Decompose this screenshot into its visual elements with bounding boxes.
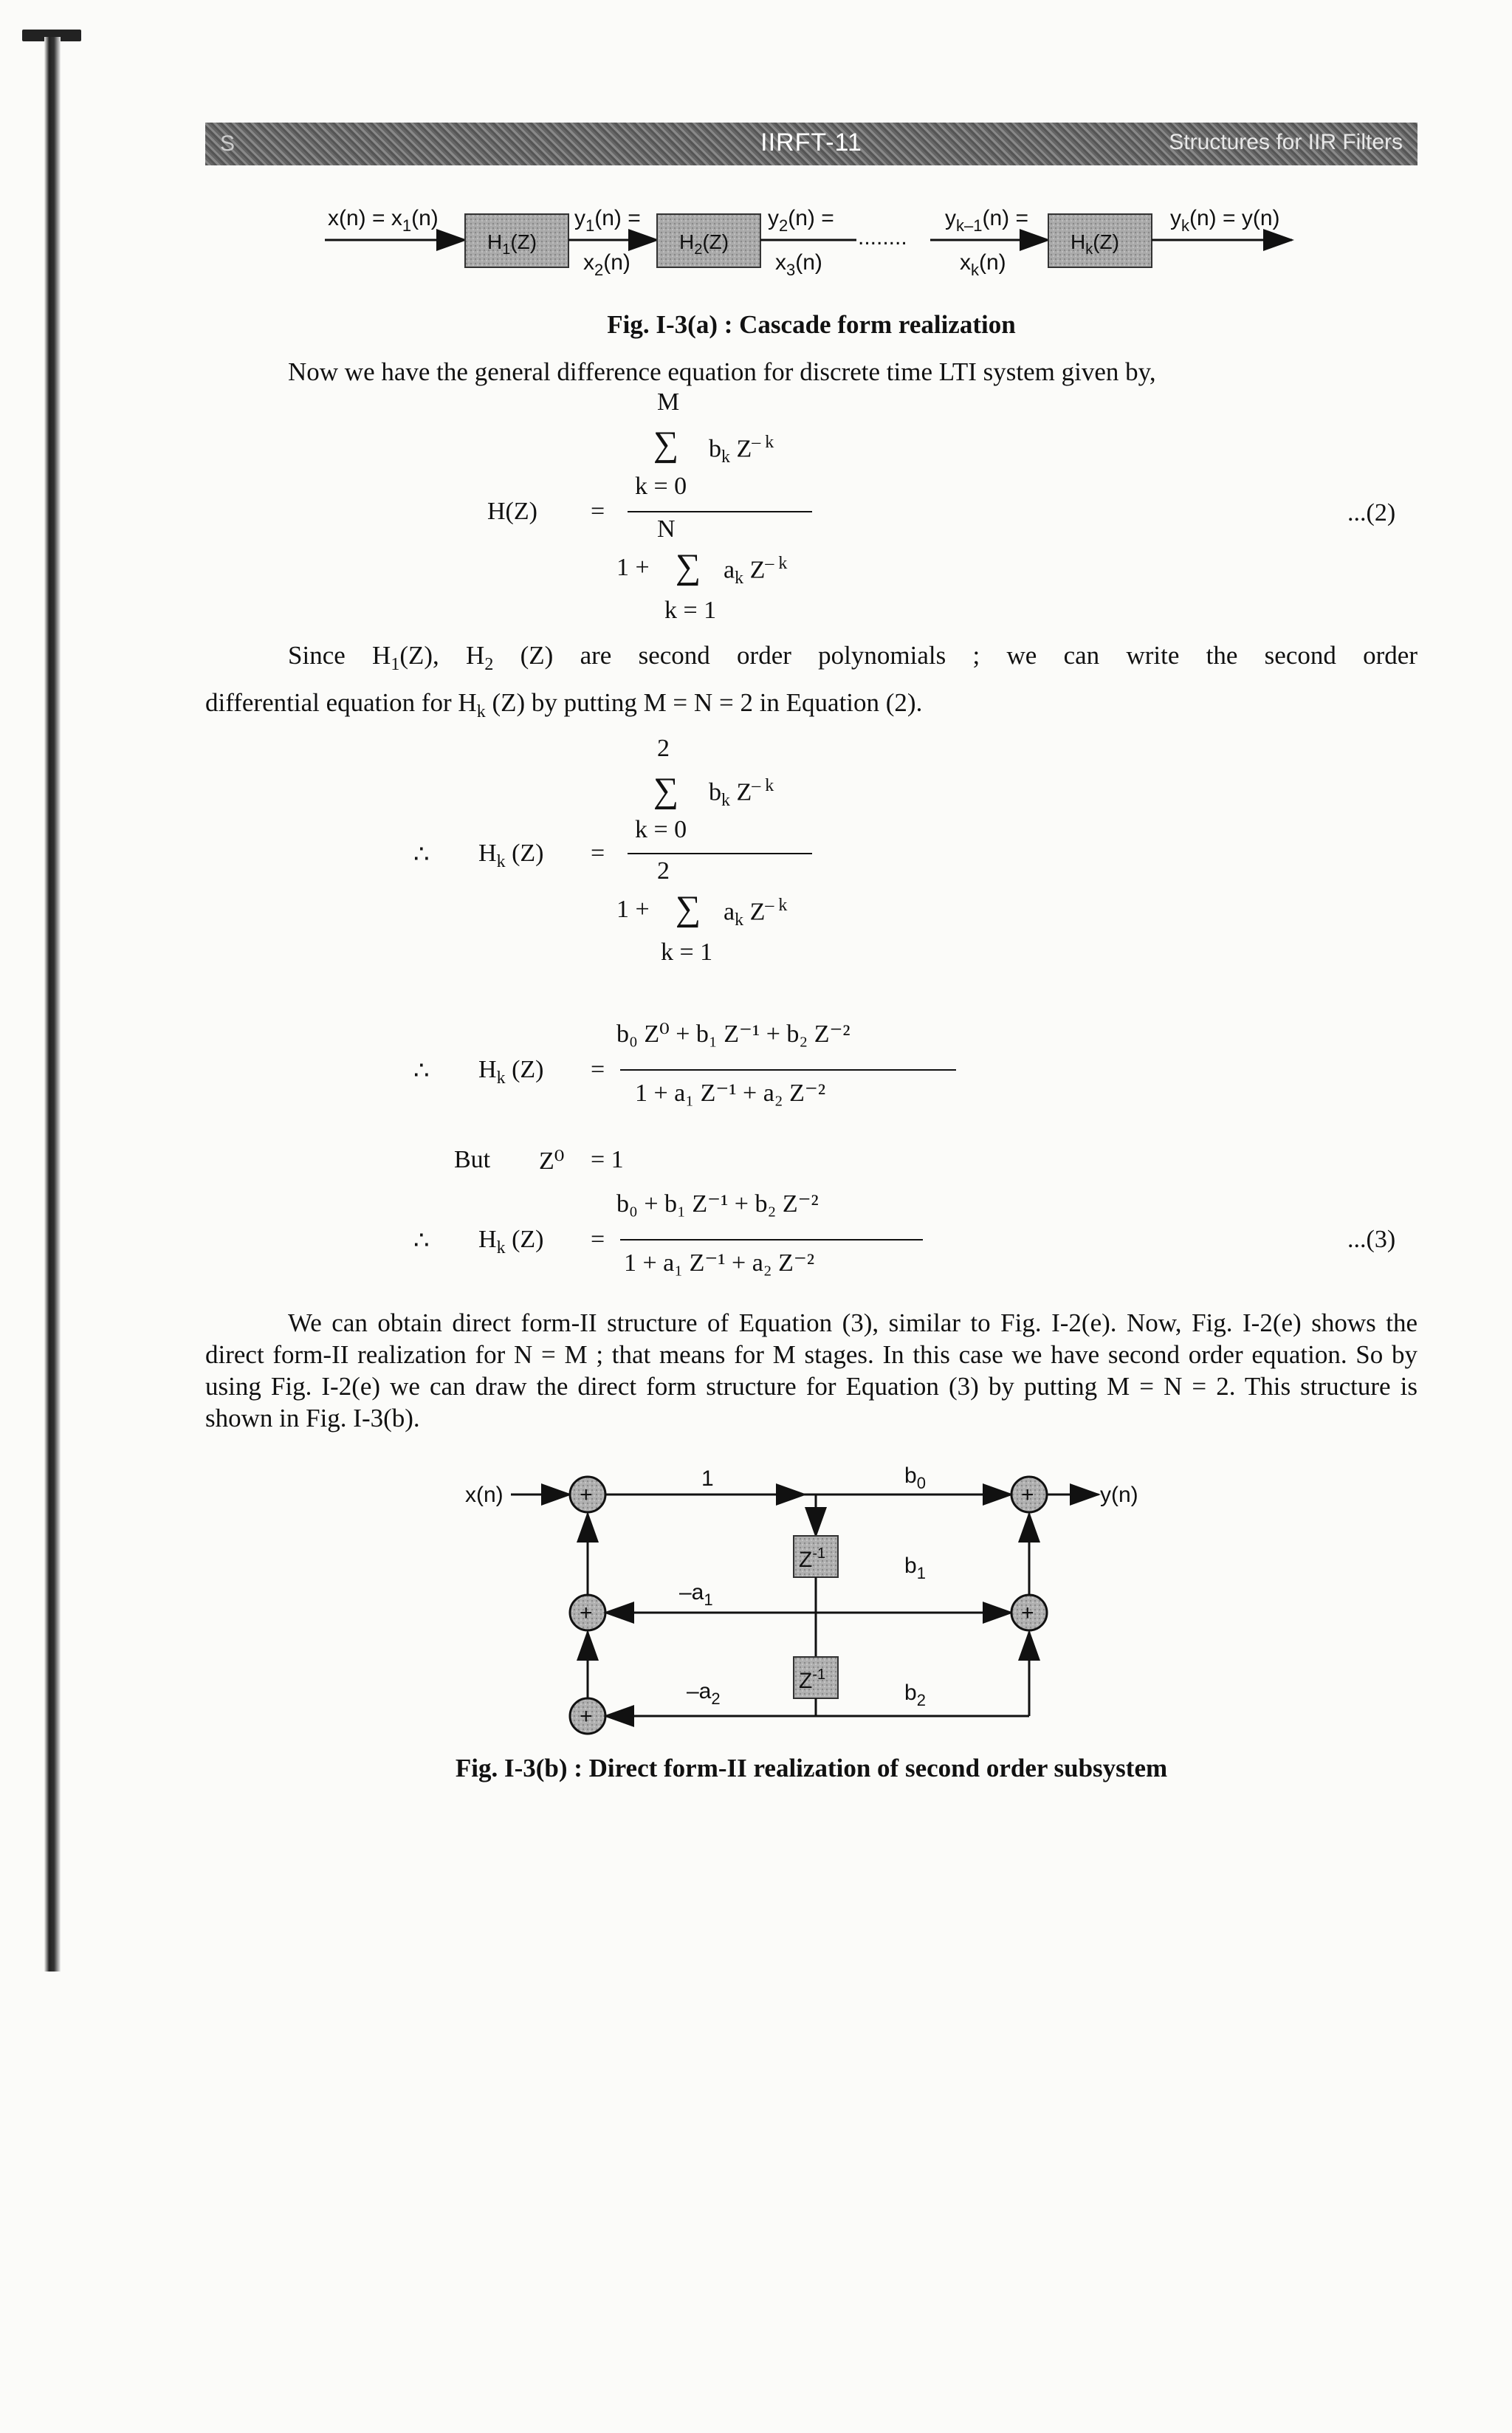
eqk1-sum-symbol: ∑ — [653, 771, 679, 810]
adder-left-2-sign: + — [580, 1601, 593, 1625]
equation-2 — [487, 388, 1418, 639]
cascade-input-label: $x(n) = x_1(n)$ — [328, 206, 439, 235]
coef-b2-label: $b_2$ — [904, 1681, 926, 1709]
eqk1-therefore: ∴ — [413, 841, 430, 868]
signal-x2: $x_2(n)$ — [583, 250, 630, 279]
cascade-diagram — [310, 196, 1344, 292]
paragraph-2-line-2: differential equation for $H_k$ (Z) by putting M = N = 2 in Equation (2). — [205, 688, 923, 721]
cascade-output-label: $y_k(n) = y(n)$ — [1170, 206, 1280, 235]
eq2-num-term: $b_k$ $Z^{- k}$ — [709, 433, 774, 467]
eq2-sum-symbol: ∑ — [653, 425, 679, 464]
eqk1-den-term: $a_k$ $Z^{- k}$ — [724, 896, 788, 930]
eqk2-denominator: 1 + a₁ Z⁻¹ + a₂ Z⁻² — [635, 1080, 826, 1107]
eq2-lhs: H(Z) — [487, 498, 537, 525]
eqk1-den-one: 1 + — [616, 896, 650, 923]
block-h1-label: $H_1(Z)$ — [487, 230, 537, 258]
coef-a1-label: $-a_1$ — [679, 1580, 713, 1609]
running-header — [205, 123, 1418, 165]
eqk1-sum-lower: k = 0 — [635, 816, 687, 843]
eq-but-rhs: = 1 — [591, 1146, 624, 1173]
adder-left-1-sign: + — [580, 1483, 593, 1507]
delay-z1-label: $Z^{-1}$ — [799, 1545, 826, 1572]
dfii-input-label: x(n) — [465, 1483, 504, 1507]
eqk1-den-upper: 2 — [657, 857, 670, 885]
equation-hk-expanded — [413, 1019, 1078, 1137]
adder-left-3-sign: + — [580, 1704, 593, 1729]
eqk1-den-lower: k = 1 — [661, 938, 713, 966]
coef-a2-label: $-a_2$ — [687, 1679, 721, 1708]
eq3-denominator: 1 + a₁ Z⁻¹ + a₂ Z⁻² — [624, 1249, 815, 1277]
paragraph-3: We can obtain direct form-II structure of Equation (3), similar to Fig. I-2(e). Now, Fig. I-2(e) shows the direct form-II realization for N = M ; that means for M stages. In this case we have second order equation. So by using Fig. I-2(e) we can draw the direct form structure for Equation (3) by putting M = N = 2. This structure is shown in Fig. I-3(b). — [205, 1308, 1418, 1432]
eq3-equals: = — [591, 1226, 605, 1253]
eq-but-word: But — [454, 1146, 491, 1173]
eqk1-num-term: $b_k$ $Z^{- k}$ — [709, 776, 774, 811]
dfii-output-label: y(n) — [1100, 1483, 1138, 1507]
header-left-tab: S — [220, 131, 236, 156]
eqk2-numerator: b₀ Z⁰ + b₁ Z⁻¹ + b₂ Z⁻² — [616, 1020, 850, 1048]
eq2-sum-lower: k = 0 — [635, 473, 687, 500]
figure-a-caption: Fig. I-3(a) : Cascade form realization — [607, 310, 1016, 339]
figure-b-caption: Fig. I-3(b) : Direct form-II realization of second order subsystem — [455, 1754, 1168, 1782]
coef-b0-label: $b_0$ — [904, 1463, 926, 1492]
eq2-fraction-bar — [628, 511, 812, 512]
eq2-den-term: $a_k$ $Z^{- k}$ — [724, 554, 788, 588]
cascade-dots: ........ — [858, 225, 907, 250]
signal-yk-1: $y_{k-1}(n)$ = — [945, 206, 1029, 235]
paragraph-1: Now we have the general difference equation for discrete time LTI system given by, — [288, 357, 1156, 386]
header-title: IIRFT-11 — [760, 128, 862, 157]
eqk1-fraction-bar — [628, 853, 812, 854]
eq2-den-lower: k = 1 — [664, 597, 717, 624]
equation-3 — [413, 1189, 1418, 1307]
eqk2-fraction-bar — [620, 1069, 956, 1071]
coef-b1-label: $b_1$ — [904, 1554, 926, 1582]
equation-hk-sum — [413, 735, 1004, 978]
header-section-title: Structures for IIR Filters — [1169, 130, 1403, 154]
signal-y1: $y_1(n)$ = — [574, 206, 641, 235]
eq-but-lhs: Z⁰ — [539, 1147, 565, 1175]
signal-xk: $x_k(n)$ — [960, 250, 1006, 279]
eqk1-lhs: $H_k$ (Z) — [478, 840, 544, 871]
gain-one-label: 1 — [701, 1466, 714, 1491]
eq3-numerator: b₀ + b₁ Z⁻¹ + b₂ Z⁻² — [616, 1190, 819, 1218]
eqk1-sum-upper: 2 — [657, 735, 670, 762]
eq3-tag: ...(3) — [1347, 1226, 1396, 1253]
signal-y2: $y_2(n)$ = — [768, 206, 834, 235]
eq2-equals: = — [591, 498, 605, 525]
paragraph-2-line-1: Since $H_1(Z)$, $H_2$ (Z) are second order polynomials ; we can write the second order — [288, 641, 1418, 674]
delay-z2-label: $Z^{-1}$ — [799, 1667, 826, 1693]
block-hk-label: $H_k(Z)$ — [1071, 230, 1119, 258]
eqk2-equals: = — [591, 1056, 605, 1083]
eq3-lhs: $H_k$ (Z) — [478, 1226, 544, 1257]
eq2-den-sigma: ∑ — [676, 547, 701, 586]
equation-but — [454, 1146, 749, 1183]
eq2-sum-upper: M — [657, 388, 680, 416]
eqk1-equals: = — [591, 840, 605, 867]
eq3-therefore: ∴ — [413, 1227, 430, 1255]
direct-form-ii-diagram — [458, 1462, 1166, 1743]
eq2-den-upper: N — [657, 515, 676, 543]
eq3-fraction-bar — [620, 1239, 923, 1240]
eqk2-lhs: $H_k$ (Z) — [478, 1056, 544, 1088]
block-h2-label: $H_2(Z)$ — [679, 230, 729, 258]
eqk2-therefore: ∴ — [413, 1057, 430, 1085]
signal-x3: $x_3(n)$ — [775, 250, 822, 279]
adder-right-1-sign: + — [1021, 1483, 1034, 1507]
binder-edge — [44, 37, 61, 1972]
adder-right-2-sign: + — [1021, 1601, 1034, 1625]
eqk1-den-sigma: ∑ — [676, 889, 701, 928]
eq2-den-one: 1 + — [616, 554, 650, 581]
eq2-tag: ...(2) — [1347, 499, 1396, 526]
